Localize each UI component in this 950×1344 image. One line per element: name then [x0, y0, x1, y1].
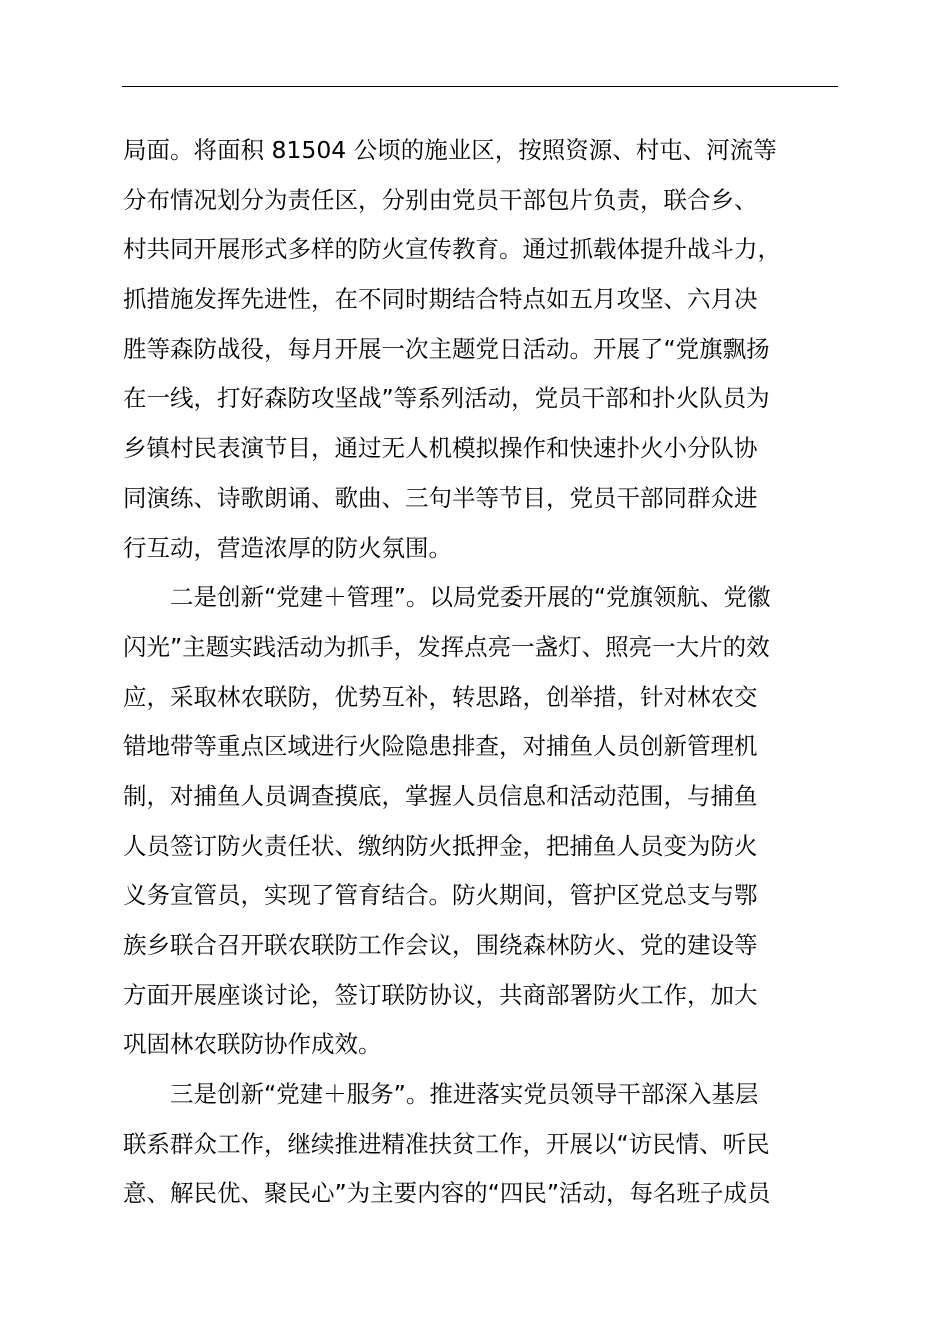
text-line: 局面。将面积 81504 公顷的施业区，按照资源、村屯、河流等 [123, 136, 777, 164]
text-line: 二是创新“党建＋管理”。以局党委开展的“党旗领航、党徽 [123, 583, 771, 612]
text-line: 族乡联合召开联农联防工作会议，围绕森林防火、党的建设等 [123, 931, 758, 959]
text-line: 行互动，营造浓厚的防火氛围。 [123, 533, 452, 562]
text-line: 应，采取林农联防，优势互补，转思路，创举措，针对林农交 [123, 682, 758, 711]
text-line: 同演练、诗歌朗诵、歌曲、三句半等节目，党员干部同群众进 [123, 483, 758, 512]
document-body [123, 126, 865, 1219]
text-line: 错地带等重点区域进行火险隐患排查，对捕鱼人员创新管理机 [123, 732, 758, 761]
header-rule [122, 86, 838, 87]
text-line: 人员签订防火责任状、缴纳防火抵押金，把捕鱼人员变为防火 [123, 831, 758, 860]
text-line: 抓措施发挥先进性，在不同时期结合特点如五月攻坚、六月决 [123, 285, 758, 314]
text-line: 义务宣管员，实现了管育结合。防火期间，管护区党总支与鄂 [123, 881, 758, 910]
text-line: 村共同开展形式多样的防火宣传教育。通过抓载体提升战斗力， [123, 235, 781, 264]
text-line: 胜等森防战役，每月开展一次主题党日活动。开展了“党旗飘扬 [123, 334, 770, 363]
text-line: 方面开展座谈讨论，签订联防协议，共商部署防火工作，加大 [123, 980, 758, 1009]
text-line: 三是创新“党建＋服务”。推进落实党员领导干部深入基层 [123, 1080, 759, 1109]
text-line: 在一线，打好森防攻坚战”等系列活动，党员干部和扑火队员为 [123, 384, 770, 413]
text-line: 巩固林农联防协作成效。 [123, 1030, 382, 1059]
text-line: 乡镇村民表演节目，通过无人机模拟操作和快速扑火小分队协 [123, 434, 758, 463]
text-line: 闪光”主题实践活动为抓手，发挥点亮一盏灯、照亮一大片的效 [123, 632, 770, 661]
text-line: 分布情况划分为责任区，分别由党员干部包片负责，联合乡、 [123, 185, 758, 214]
text-line: 制，对捕鱼人员调查摸底，掌握人员信息和活动范围，与捕鱼 [123, 781, 758, 810]
text-line: 意、解民优、聚民心”为主要内容的“四民”活动，每名班子成员 [123, 1179, 771, 1208]
text-line: 联系群众工作，继续推进精准扶贫工作，开展以“访民情、听民 [123, 1129, 770, 1158]
